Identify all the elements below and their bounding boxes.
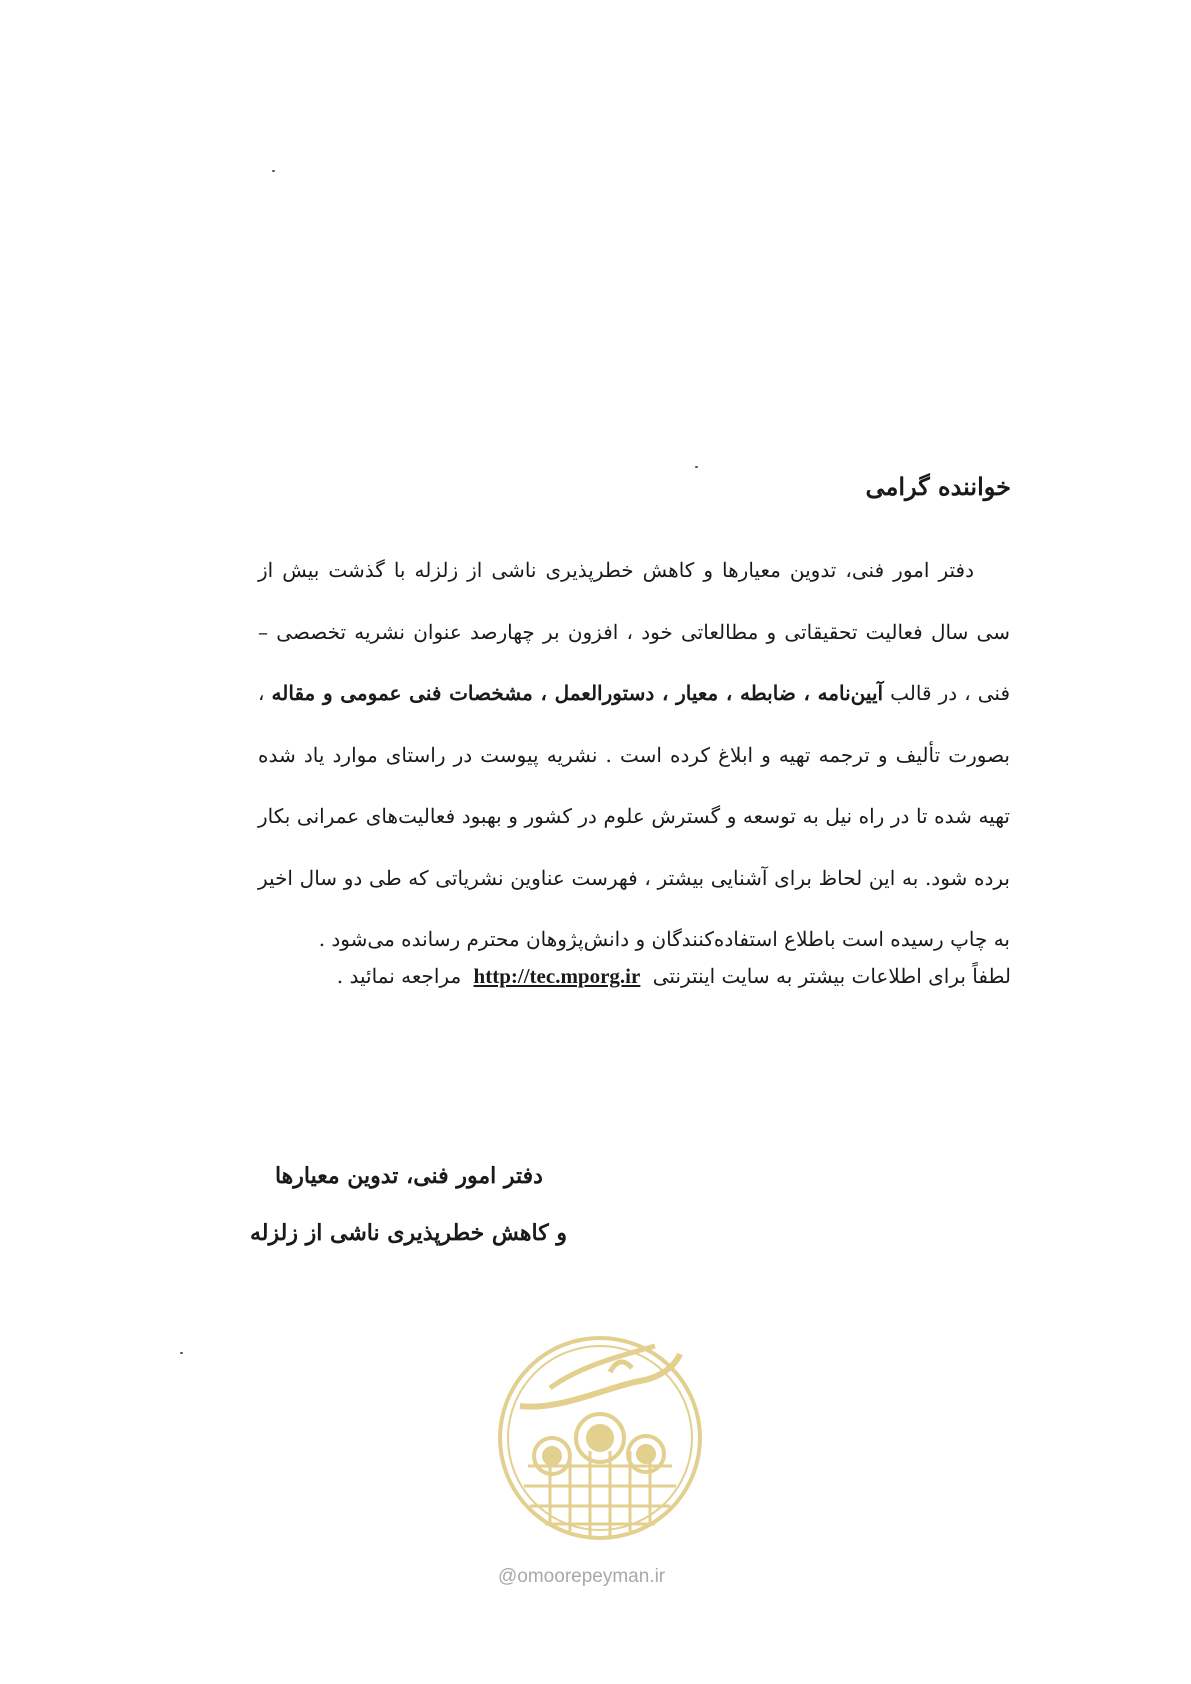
paragraph-part-2: ، بصورت تألیف و ترجمه تهیه و ابلاغ کرده است . نشریه پیوست در راستای موارد یاد شده تهیه شده تا در راه نیل به توسعه و گسترش علوم در کشور و بهبود فعالیت‌های عمرانی بکار برده شود. به این لحاظ برای آشنایی بیشتر ، فهرست عناوین نشریاتی که طی دو سال اخیر به چاپ رسیده است باطلاع استفاده‌کنندگان و دانش‌پژوهان محترم رسانده می‌شود . <box>258 681 1010 951</box>
scan-speck <box>695 466 698 468</box>
publication-types: آیین‌نامه ، ضابطه ، معیار ، دستورالعمل ، مشخصات فنی عمومی و مقاله <box>271 681 884 705</box>
watermark-url: @omoorepeyman.ir <box>498 1566 666 1587</box>
scan-speck <box>180 1352 183 1354</box>
omoorepeyman-logo-watermark <box>490 1326 710 1556</box>
body-paragraph <box>258 540 1010 971</box>
website-link[interactable]: http://tec.mporg.ir <box>473 964 641 988</box>
signature-line-2: و کاهش خطرپذیری ناشی از زلزله <box>250 1220 567 1246</box>
greeting-heading: خواننده گرامی <box>865 472 1011 501</box>
paragraph-part-1: دفتر امور فنی، تدوین معیارها و کاهش خطرپذیری ناشی از زلزله با گذشت بیش از سی سال فعالیت تحقیقاتی و مطالعاتی خود ، افزون بر چهارصد عنوان نشریه تخصصی – فنی ، در قالب <box>258 558 1010 705</box>
signature-line-1: دفتر امور فنی، تدوین معیارها <box>274 1163 543 1189</box>
scan-speck <box>272 170 275 172</box>
signature-block <box>250 1148 567 1262</box>
closing-line <box>337 964 1011 989</box>
closing-before: لطفاً برای اطلاعات بیشتر به سایت اینترنتی <box>652 964 1011 988</box>
closing-after: مراجعه نمائید . <box>336 964 462 988</box>
